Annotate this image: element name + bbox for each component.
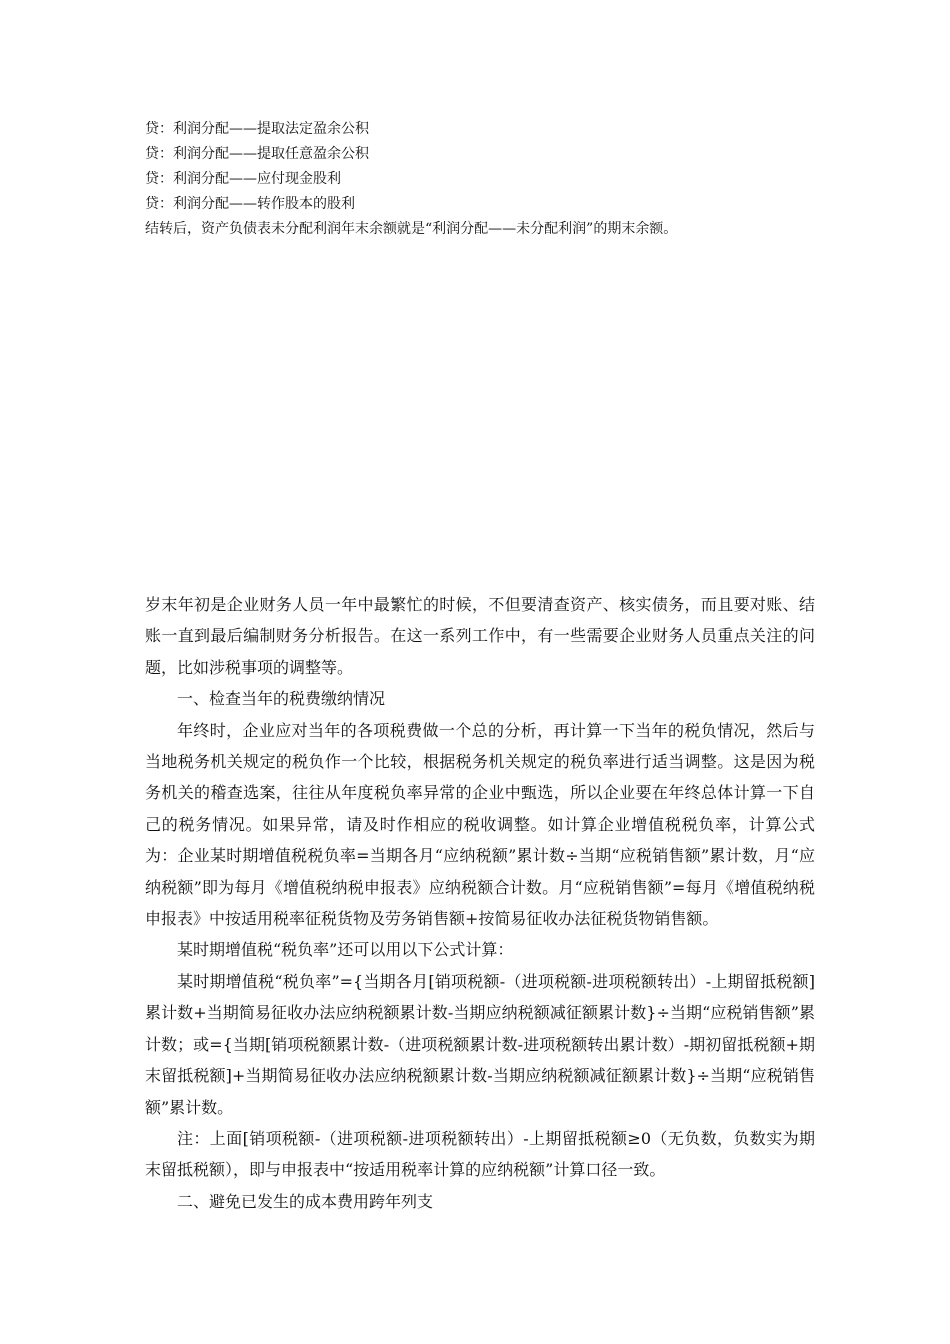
journal-summary: 结转后，资产负债表未分配利润年末余额就是“利润分配——未分配利润”的期末余额。 (145, 221, 678, 237)
section-heading-2: 二、避免已发生的成本费用跨年列支 (177, 1191, 434, 1211)
journal-line: 贷：利润分配——提取任意盈余公积 (145, 146, 369, 162)
paragraph-formula: 某时期增值税“税负率”={当期各月[销项税额-（进项税额-进项税额转出）-上期留抵税额]累计数+当期简易征收办法应纳税额累计数-当期应纳税额减征额累计数}÷当期“应税销售额”累计数；或={当期[销项税额累计数-（进项税额累计数-进项税额转出累计数）-期初留抵税额+期末留抵税额]+当期简易征收办法应纳税额累计数-当期应纳税额减征额累计数}÷当期“应税销售额”累计数。 (145, 971, 815, 1117)
intro-paragraph: 岁末年初是企业财务人员一年中最繁忙的时候，不但要清查资产、核实债务，而且要对账、结账一直到最后编制财务分析报告。在这一系列工作中，有一些需要企业财务人员重点关注的问题，比如涉税事项的调整等。 (145, 595, 815, 677)
paragraph-formula-intro: 某时期增值税“税负率”还可以用以下公式计算： (177, 940, 514, 960)
journal-line: 贷：利润分配——转作股本的股利 (145, 196, 355, 212)
paragraph-note: 注：上面[销项税额-（进项税额-进项税额转出）-上期留抵税额≥0（无负数，负数实为期末留抵税额），即与申报表中“按适用税率计算的应纳税额”计算口径一致。 (145, 1128, 815, 1180)
journal-line: 贷：利润分配——应付现金股利 (145, 171, 341, 187)
section-heading-1: 一、检查当年的税费缴纳情况 (177, 689, 386, 709)
journal-entries (145, 117, 825, 242)
journal-line: 贷：利润分配——提取法定盈余公积 (145, 121, 369, 137)
article-body (145, 589, 815, 1217)
paragraph-tax-analysis: 年终时，企业应对当年的各项税费做一个总的分析，再计算一下当年的税负情况，然后与当地税务机关规定的税负作一个比较，根据税务机关规定的税负率进行适当调整。这是因为税务机关的稽查选案，往往从年度税负率异常的企业中甄选，所以企业要在年终总体计算一下自己的税务情况。如果异常，请及时作相应的税收调整。如计算企业增值税税负率，计算公式为：企业某时期增值税税负率=当期各月“应纳税额”累计数÷当期“应税销售额”累计数，月“应纳税额”即为每月《增值税纳税申报表》应纳税额合计数。月“应税销售额”=每月《增值税纳税申报表》中按适用税率征税货物及劳务销售额+按简易征收办法征税货物销售额。 (145, 720, 815, 929)
